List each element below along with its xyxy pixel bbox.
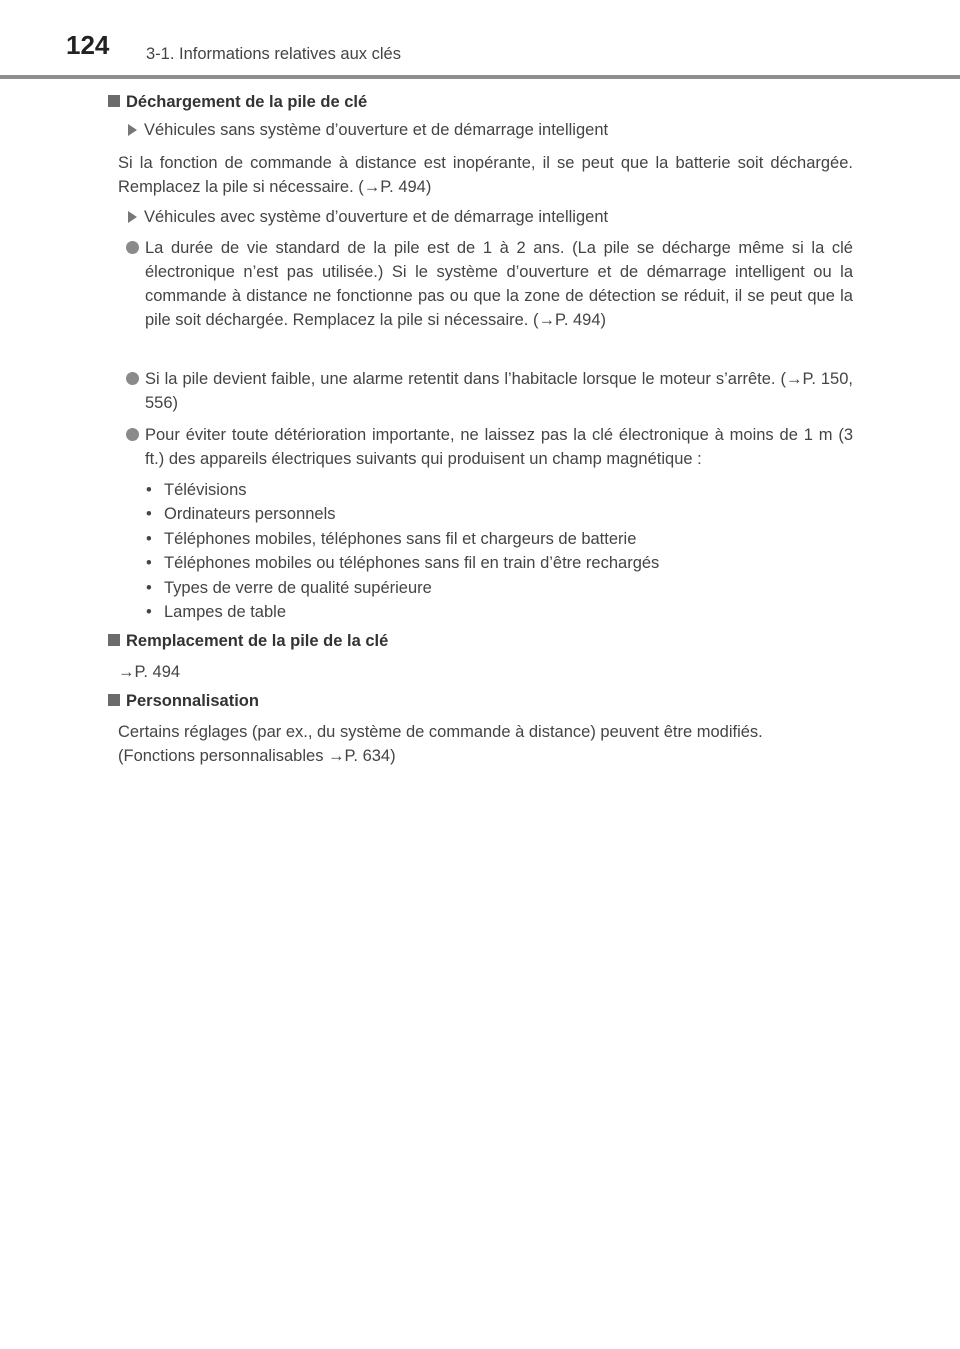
appliance-list [146,478,659,624]
square-bullet-icon [108,694,120,706]
square-bullet-icon [108,634,120,646]
list-item: • Lampes de table [146,603,287,622]
header-divider [0,75,960,79]
list-item: • Types de verre de qualité supérieure [146,578,432,597]
bullet-magnetic-field-warning: Pour éviter toute détérioration importante, ne laissez pas la clé électronique à moins de 1 m (3 ft.) des appareils électriques suivants qui produisent un champ magnétique : [126,423,853,471]
list-item: • Téléphones mobiles, téléphones sans fil et chargeurs de batterie [146,529,637,548]
subheading-without-smart-system: Véhicules sans système d’ouverture et de démarrage intelligent [128,121,608,140]
bullet-battery-life: La durée de vie standard de la pile est de 1 à 2 ans. (La pile se décharge même si la clé électronique n’est pas utilisée.) Si le système d’ouverture et de démarrage intelligent ou la commande à distance ne fonctionne pas ou que la zone de détection se réduit, il se peut que la pile soit déchargée. Remplacez la pile si nécessaire. (→P. 494) [126,236,853,332]
section-title: 3-1. Informations relatives aux clés [146,45,401,63]
triangle-bullet-icon [128,124,137,136]
paragraph-customization: Certains réglages (par ex., du système de commande à distance) peuvent être modifiés. (Fonctions personnalisables →P. 634) [118,723,763,765]
circle-bullet-icon [126,428,139,441]
page-number: 124 [66,30,110,60]
triangle-bullet-icon [128,211,137,223]
square-bullet-icon [108,95,120,107]
heading-battery-discharge: Déchargement de la pile de clé [108,93,367,112]
reference-replacement-page: →P. 494 [118,663,181,681]
list-item: • Télévisions [146,481,247,499]
heading-customization: Personnalisation [108,692,259,711]
heading-battery-replacement: Remplacement de la pile de la clé [108,632,388,651]
bullet-low-battery-alarm: Si la pile devient faible, une alarme retentit dans l’habitacle lorsque le moteur s’arrête. (→P. 150, 556) [126,367,853,415]
list-item: • Téléphones mobiles ou téléphones sans fil en train d’être rechargés [146,554,660,573]
circle-bullet-icon [126,372,139,385]
list-item: • Ordinateurs personnels [146,505,336,524]
subheading-with-smart-system: Véhicules avec système d’ouverture et de démarrage intelligent [128,208,608,227]
circle-bullet-icon [126,241,139,254]
paragraph-remote-inoperative: Si la fonction de commande à distance est inopérante, il se peut que la batterie soit déchargée. Remplacez la pile si nécessaire. (→P. 494) [118,154,853,196]
page-header [0,0,960,80]
